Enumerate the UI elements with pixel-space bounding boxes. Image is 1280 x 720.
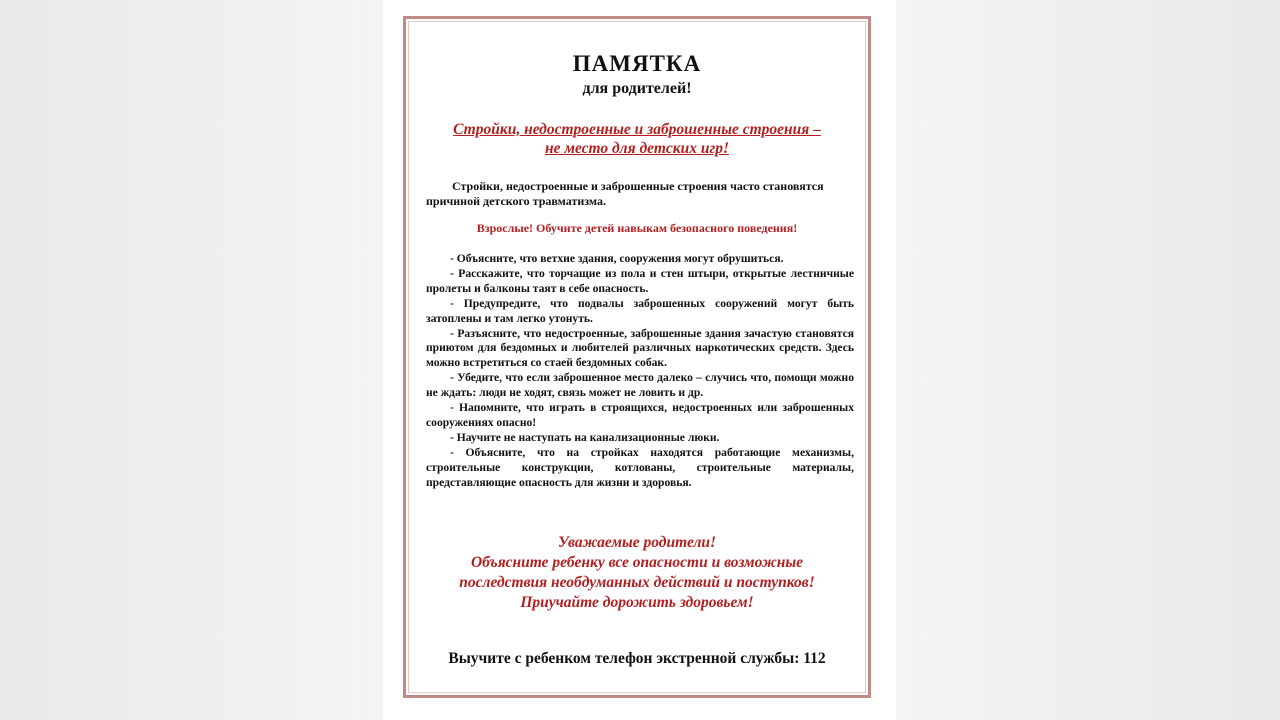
safety-tip: - Научите не наступать на канализационные люки.: [450, 430, 720, 444]
warning-headline: [416, 120, 858, 158]
parents-appeal: [416, 533, 858, 613]
page-subtitle: для родителей!: [582, 80, 692, 97]
intro-paragraph: Стройки, недостроенные и заброшенные строения часто становятся причиной детского травматизма.: [426, 179, 824, 208]
safety-tip: - Объясните, что ветхие здания, сооружения могут обрушиться.: [450, 252, 784, 265]
safety-tip: - Напомните, что играть в строящихся, недостроенных или заброшенных сооружениях опасно!: [426, 401, 854, 429]
document-page: [383, 0, 896, 720]
appeal-line: Уважаемые родители!: [557, 534, 717, 551]
warning-headline-line: не место для детских игр!: [544, 140, 730, 157]
safety-tip: - Разъясните, что недостроенные, заброшенные здания зачастую становятся приютом для бездомных и любителей различных наркотических средств. Здесь можно встретиться со стаей бездомных собак.: [426, 326, 854, 370]
page-title: ПАМЯТКА: [572, 51, 702, 76]
safety-tip: - Убедите, что если заброшенное место далеко – случись что, помощи можно не ждать: люди не ходят, связь может не ловить и др.: [426, 371, 854, 400]
background-right: [896, 0, 1280, 720]
safety-tip: - Предупредите, что подвалы заброшенных сооружений могут быть затоплены и там легко утонуть.: [426, 296, 854, 325]
warning-headline-line: Стройки, недостроенные и заброшенные строения –: [453, 121, 821, 138]
page-border: [403, 16, 871, 698]
appeal-line: Приучайте дорожить здоровьем!: [520, 594, 754, 611]
safety-tip: - Расскажите, что торчащие из пола и стен штыри, открытые лестничные пролеты и балконы таят в себе опасность.: [426, 266, 854, 295]
appeal-line: Объясните ребенку все опасности и возможные: [470, 554, 803, 571]
appeal-line: последствия необдуманных действий и поступков!: [459, 574, 815, 591]
background-left: [0, 0, 383, 720]
emergency-phone-line: Выучите с ребенком телефон экстренной службы: 112: [448, 650, 826, 667]
safety-tips-list: [426, 252, 854, 491]
call-to-action: Взрослые! Обучите детей навыкам безопасного поведения!: [476, 221, 798, 235]
safety-tip: - Объясните, что на стройках находятся работающие механизмы, строительные конструкции, котлованы, строительные материалы, представляющие опасность для жизни и здоровья.: [426, 445, 854, 489]
